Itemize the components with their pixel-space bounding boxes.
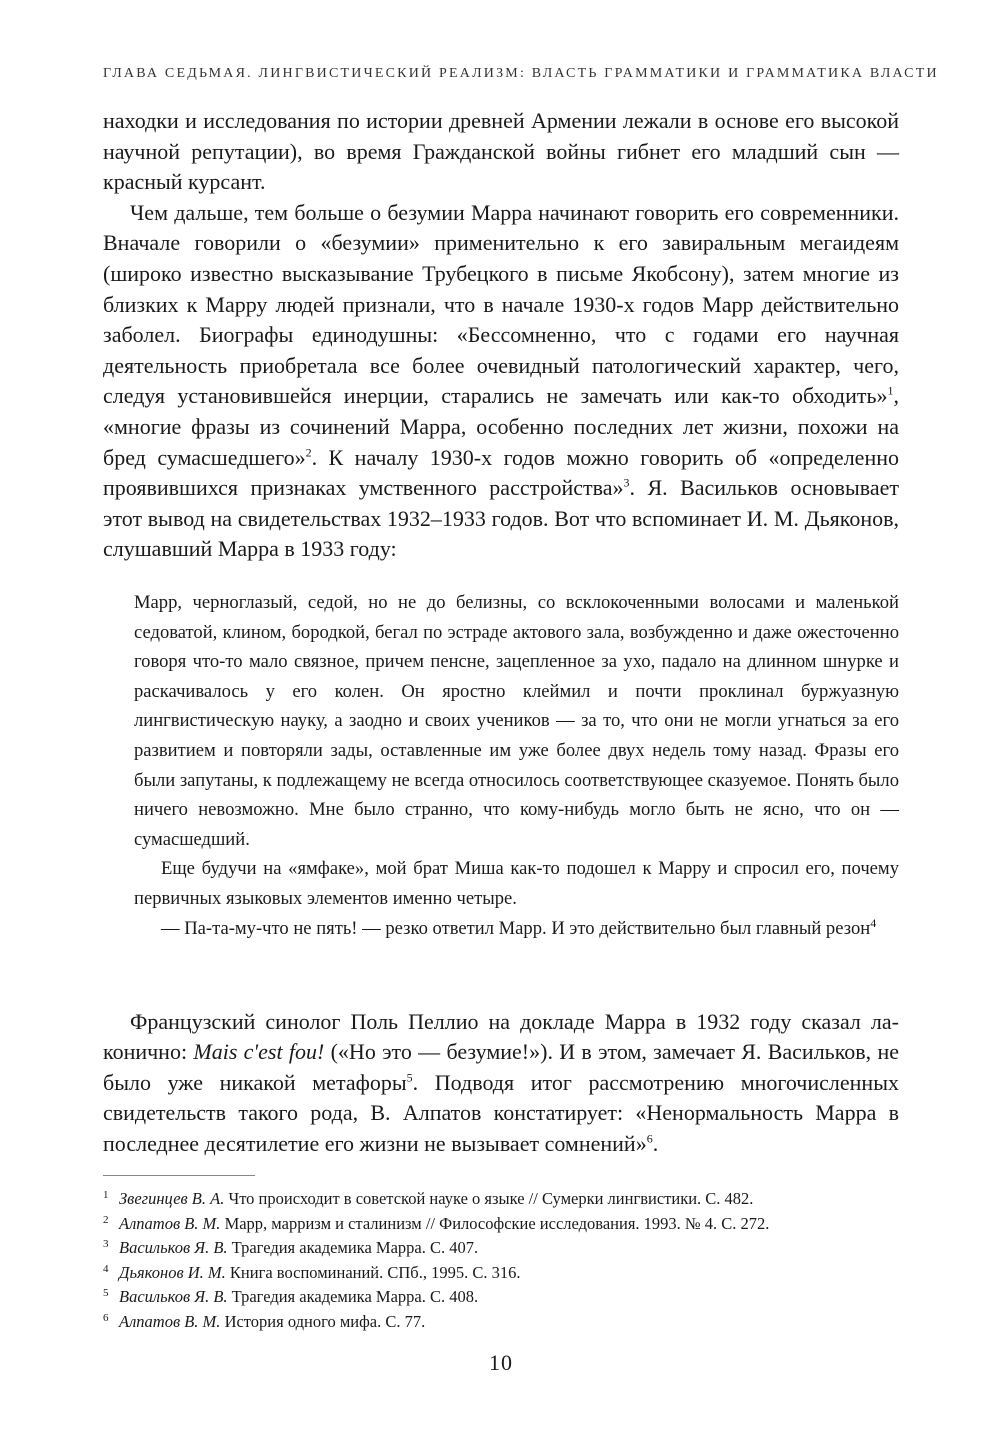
footnote-author: Васильков Я. В. xyxy=(119,1287,228,1307)
footnote-author: Алпатов В. М. xyxy=(119,1213,221,1233)
quote-paragraph-2: Еще будучи на «ямфаке», мой брат Миша как-то подошел к Марру и спросил его, почему первичных языковых элементов именно четыре. xyxy=(134,858,899,909)
footnote-text: Трагедия академика Марра. С. 408. xyxy=(231,1287,479,1307)
page-number: 10 xyxy=(489,1350,513,1375)
block-quote xyxy=(134,588,899,943)
footnote-number: 4 xyxy=(103,1262,109,1275)
footnote xyxy=(103,1310,899,1335)
quote-paragraph-1: Марр, черноглазый, седой, но не до белизны, со всклокоченными волосами и маленькой седоватой, клином, бородкой, бегал по эстраде актового зала, возбужденно и даже ожесточенно говоря что-то мало связное, причем пенсне, зацепленное за ухо, падало на длинном шнурке и раскачивалось у его колен. Он яростно клеймил и почти проклинал буржуазную лингвистическую науку, а заодно и своих учеников — за то, что они не могли угнаться за его развитием и повторяли зады, оставленные им уже более двух недель тому назад. Фразы его были запутаны, к подлежащему не всегда относилось соответствующее сказуемое. Понять было ничего невозможно. Мне было странно, что кому-нибудь могло быть не ясно, что он — сумасшедший. xyxy=(134,592,899,850)
text-run: , «многие фразы из сочинений Марра, особенно последних лет жизни, похожи на бред сумасшедшего» xyxy=(103,383,899,470)
paragraph-continuation: находки и исследования по истории древней Армении лежали в основе его высокой научной репутации), во время Гражданской войны гибнет его младший сын — красный курсант. xyxy=(103,108,899,195)
footnote-ref-4[interactable]: 4 xyxy=(870,915,877,930)
footnote-number: 6 xyxy=(103,1311,109,1324)
footnote-number: 1 xyxy=(103,1189,109,1201)
main-text xyxy=(103,106,899,565)
book-page xyxy=(103,0,939,1455)
footnote-number: 3 xyxy=(103,1238,109,1251)
footnote-ref-3[interactable]: 3 xyxy=(623,475,630,490)
footnote xyxy=(103,1261,899,1286)
running-head: ГЛАВА СЕДЬМАЯ. ЛИНГВИСТИЧЕСКИЙ РЕАЛИЗМ: ВЛАСТЬ ГРАММАТИКИ И ГРАММАТИКА ВЛАСТИ xyxy=(103,66,939,81)
footnotes xyxy=(103,1187,899,1335)
text-run: . xyxy=(652,1130,659,1156)
text-run: Чем дальше, тем больше о безумии Марра начинают говорить его современники. Вначале говорили о «безумии» применительно к его завиральным мегаидеям (широко известно высказывание Трубецкого в письме Якобсону), затем многие из близких к Марру людей признали, что в начале 1930-х годов Марр действительно заболел. Биографы единодушны: «Бессомненно, что с годами его научная деятельность приобретала все более очевидный патологический характер, чего, следуя установившейся инерции, старались не замечать или как-то обходить» xyxy=(103,199,899,409)
text-run: . Я. Васильков основывает этот вывод на свидетельствах 1932–1933 годов. Вот что вспоминает И. М. Дьяконов, слушавший Марра в 1933 году: xyxy=(103,475,899,562)
footnote xyxy=(103,1212,899,1237)
footnote-number: 2 xyxy=(103,1213,109,1226)
quote-paragraph-3 xyxy=(134,914,899,944)
footnote-ref-1[interactable]: 1 xyxy=(887,384,894,399)
footnote xyxy=(103,1187,899,1212)
footnote-text: Книга воспоминаний. СПб., 1995. С. 316. xyxy=(229,1262,521,1282)
text-run: Французский синолог Поль Пеллио на докладе Марра в 1932 году сказал лаконично: xyxy=(103,1009,899,1065)
paragraph-pelliot xyxy=(103,1007,899,1159)
text-run: . Подводя итог рассмотрению многочисленных свидетельств такого рода, В. Алпатов констатирует: «Ненормальность Марра в последнее десятилетие его жизни не вызывает сомнений» xyxy=(103,1069,899,1156)
footnote-separator xyxy=(103,1175,255,1176)
footnote-ref-5[interactable]: 5 xyxy=(406,1070,413,1085)
footnote-text: История одного мифа. С. 77. xyxy=(224,1311,426,1331)
footnote-number: 5 xyxy=(103,1287,109,1300)
footnote xyxy=(103,1285,899,1310)
footnote-author: Васильков Я. В. xyxy=(119,1238,228,1258)
footnote-author: Звегинцев В. А. xyxy=(119,1189,225,1208)
footnote-text: Что происходит в советской науке о языке // Сумерки лингвистики. С. 482. xyxy=(228,1189,754,1208)
closing-text xyxy=(103,1007,899,1159)
paragraph-madness xyxy=(103,198,899,565)
text-run: («Но это — безумие!»). И в этом, замечает Я. Васильков, не было уже никакой метафоры xyxy=(103,1039,899,1095)
footnote-author: Алпатов В. М. xyxy=(119,1311,221,1331)
footnote-ref-6[interactable]: 6 xyxy=(646,1131,653,1146)
footnote-text: Марр, марризм и сталинизм // Философские исследования. 1993. № 4. С. 272. xyxy=(224,1213,770,1233)
footnote-ref-2[interactable]: 2 xyxy=(305,445,312,460)
text-run: . К началу 1930-х годов можно говорить об «определенно проявившихся признаках умственного расстройства» xyxy=(103,444,899,501)
footnote-author: Дьяконов И. М. xyxy=(119,1262,226,1282)
text-run: — Па-та-му-что не пять! — резко ответил Марр. И это действительно был главный резон xyxy=(161,917,871,939)
foreign-phrase: Mais c'est fou! xyxy=(193,1039,325,1065)
footnote xyxy=(103,1236,899,1261)
footnote-text: Трагедия академика Марра. С. 407. xyxy=(231,1238,479,1258)
